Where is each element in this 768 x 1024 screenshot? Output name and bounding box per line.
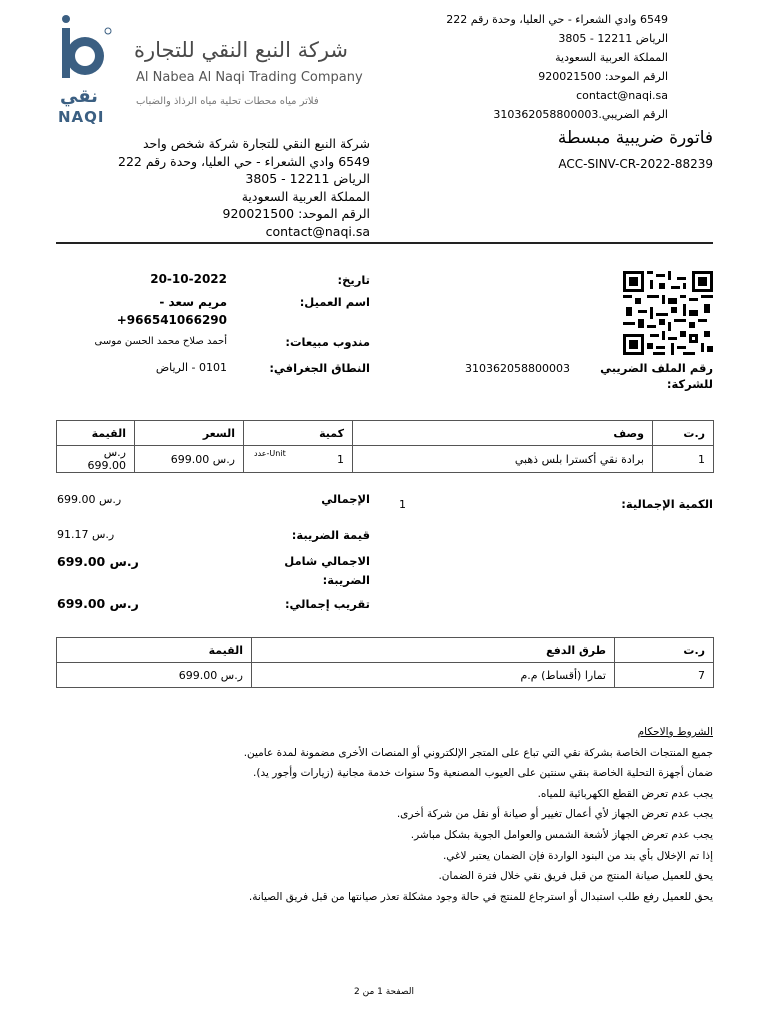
seller-unified-number: الرقم الموحد: 920021500 <box>538 70 668 83</box>
pay-row-amount: ر.س 699.00 <box>57 663 252 688</box>
grand-total-label-2: الضريبة: <box>322 573 370 587</box>
seller-address-line: 6549 وادي الشعراء - حي العليا، وحدة رقم 222 <box>446 13 668 26</box>
customer-label: اسم العميل: <box>299 295 370 309</box>
row-qty-cell <box>244 446 353 473</box>
total-value: ر.س 699.00 <box>57 493 122 506</box>
seller-email: contact@naqi.sa <box>576 89 668 102</box>
company-block-line: الرياض 12211 - 3805 <box>245 171 370 186</box>
tax-file-value: 310362058800003 <box>465 362 570 375</box>
pay-row-method: تمارا (أقساط) م.م <box>252 663 615 688</box>
invoice-title: فاتورة ضريبية مبسطة <box>557 128 713 148</box>
table-row <box>57 663 714 688</box>
territory-value: 0101 - الرياض <box>155 361 227 374</box>
terms-line: يجب عدم تعرض القطع الكهربائية للمياه. <box>537 787 713 800</box>
seller-address-line: المملكة العربية السعودية <box>555 51 668 64</box>
seller-address-line: الرياض 12211 - 3805 <box>558 32 668 45</box>
logo-arabic-mark: نقي <box>60 86 98 107</box>
company-block-line: الرقم الموحد: 920021500 <box>222 206 370 221</box>
territory-label: النطاق الجغرافي: <box>269 361 370 375</box>
rounded-total-label: تقريب إجمالي: <box>284 597 370 611</box>
invoice-number: ACC-SINV-CR-2022-88239 <box>558 157 713 171</box>
company-block-line: contact@naqi.sa <box>265 223 370 239</box>
tax-file-label: رقم الملف الضريبي <box>600 361 713 375</box>
company-block-line: شركة النبع النقي للتجارة شركة شخص واحد <box>143 136 370 151</box>
col-price: السعر <box>135 421 244 446</box>
terms-line: جميع المنتجات الخاصة بشركة نقي التي تباع على المتجر الإلكتروني أو المنصات الأخرى مضمونة لمدة عامين. <box>243 746 713 759</box>
terms-line: يجب عدم تعرض الجهاز لأي أعمال تغيير أو صيانة أو نقل من شركة أخرى. <box>396 808 713 821</box>
company-name-arabic: شركة النبع النقي للتجارة <box>134 38 349 62</box>
grand-total-label: الاجمالي شامل <box>284 554 370 568</box>
terms-line: إذا تم الإخلال بأي بند من البنود الواردة فإن الضمان يعتبر لاغي. <box>442 849 713 862</box>
row-unit: Unit-عدد <box>254 449 286 458</box>
total-qty-label: الكمية الإجمالية: <box>621 497 713 511</box>
customer-name: مريم سعد - <box>159 295 227 309</box>
tax-amount-label: قيمة الضريبة: <box>291 528 370 542</box>
total-label: الإجمالي <box>321 492 370 506</box>
payment-table <box>56 637 714 688</box>
total-qty-value: 1 <box>399 498 406 511</box>
header-divider <box>56 242 713 244</box>
terms-line: يجب عدم تعرض الجهاز لأشعة الشمس والعوامل الجوية بشكل مباشر. <box>410 828 713 841</box>
row-no: 1 <box>653 446 714 473</box>
col-no: ر.ت <box>653 421 714 446</box>
customer-phone: 966541066290+ <box>116 313 227 327</box>
row-qty: 1 <box>337 452 344 466</box>
logo-english-mark: NAQI <box>58 108 105 126</box>
terms-line: يحق للعميل صيانة المنتج من قبل فريق نقي خلال فترة الضمان. <box>438 870 713 883</box>
tax-amount-value: ر.س 91.17 <box>57 528 115 541</box>
qr-code-icon <box>623 271 713 355</box>
terms-section <box>244 722 713 907</box>
pay-col-amount: القيمة <box>57 638 252 663</box>
row-amount: ر.س 699.00 <box>57 446 135 473</box>
company-name-english: Al Nabea Al Naqi Trading Company <box>136 70 363 85</box>
sales-rep-value: أحمد صلاح محمد الحسن موسى <box>94 336 227 347</box>
row-description: برادة نقي أكسترا بلس ذهبي <box>353 446 653 473</box>
row-price: ر.س 699.00 <box>135 446 244 473</box>
date-value: 20-10-2022 <box>150 272 227 286</box>
company-block <box>118 135 370 240</box>
company-block-line: المملكة العربية السعودية <box>241 188 370 204</box>
naqi-logo-icon <box>58 14 114 124</box>
table-row <box>57 446 714 473</box>
terms-heading: الشروط والاحكام <box>637 726 713 738</box>
rounded-total-value: ر.س 699.00 <box>57 596 139 611</box>
col-description: وصف <box>353 421 653 446</box>
grand-total-value: ر.س 699.00 <box>57 554 139 569</box>
col-amount: القيمة <box>57 421 135 446</box>
col-qty: كمية <box>244 421 353 446</box>
company-tagline: فلاتر مياه محطات تحلية مياه الرذاذ والضباب <box>136 96 319 107</box>
items-table <box>56 420 714 473</box>
pay-col-no: ر.ت <box>615 638 714 663</box>
seller-tax-number: الرقم الضريبي.310362058800003 <box>493 108 668 121</box>
terms-line: يحق للعميل رفع طلب استبدال أو استرجاع للمنتج في حالة وجود مشكلة تعذر صيانتها من قبل فريق الصيانة. <box>248 890 713 903</box>
company-block-line: 6549 وادي الشعراء - حي العليا، وحدة رقم 222 <box>118 153 370 169</box>
pay-row-no: 7 <box>615 663 714 688</box>
seller-address <box>446 10 668 124</box>
date-label: تاريخ: <box>337 273 370 287</box>
terms-line: ضمان أجهزة التحلية الخاصة بنقي سنتين على العيوب المصنعية و5 سنوات خدمة مجانية (زيارات وأجور يد). <box>253 767 713 780</box>
page-number: الصفحة 1 من 2 <box>354 987 414 997</box>
pay-col-method: طرق الدفع <box>252 638 615 663</box>
tax-file-label-2: للشركة: <box>666 377 713 391</box>
sales-rep-label: مندوب مبيعات: <box>285 335 370 349</box>
